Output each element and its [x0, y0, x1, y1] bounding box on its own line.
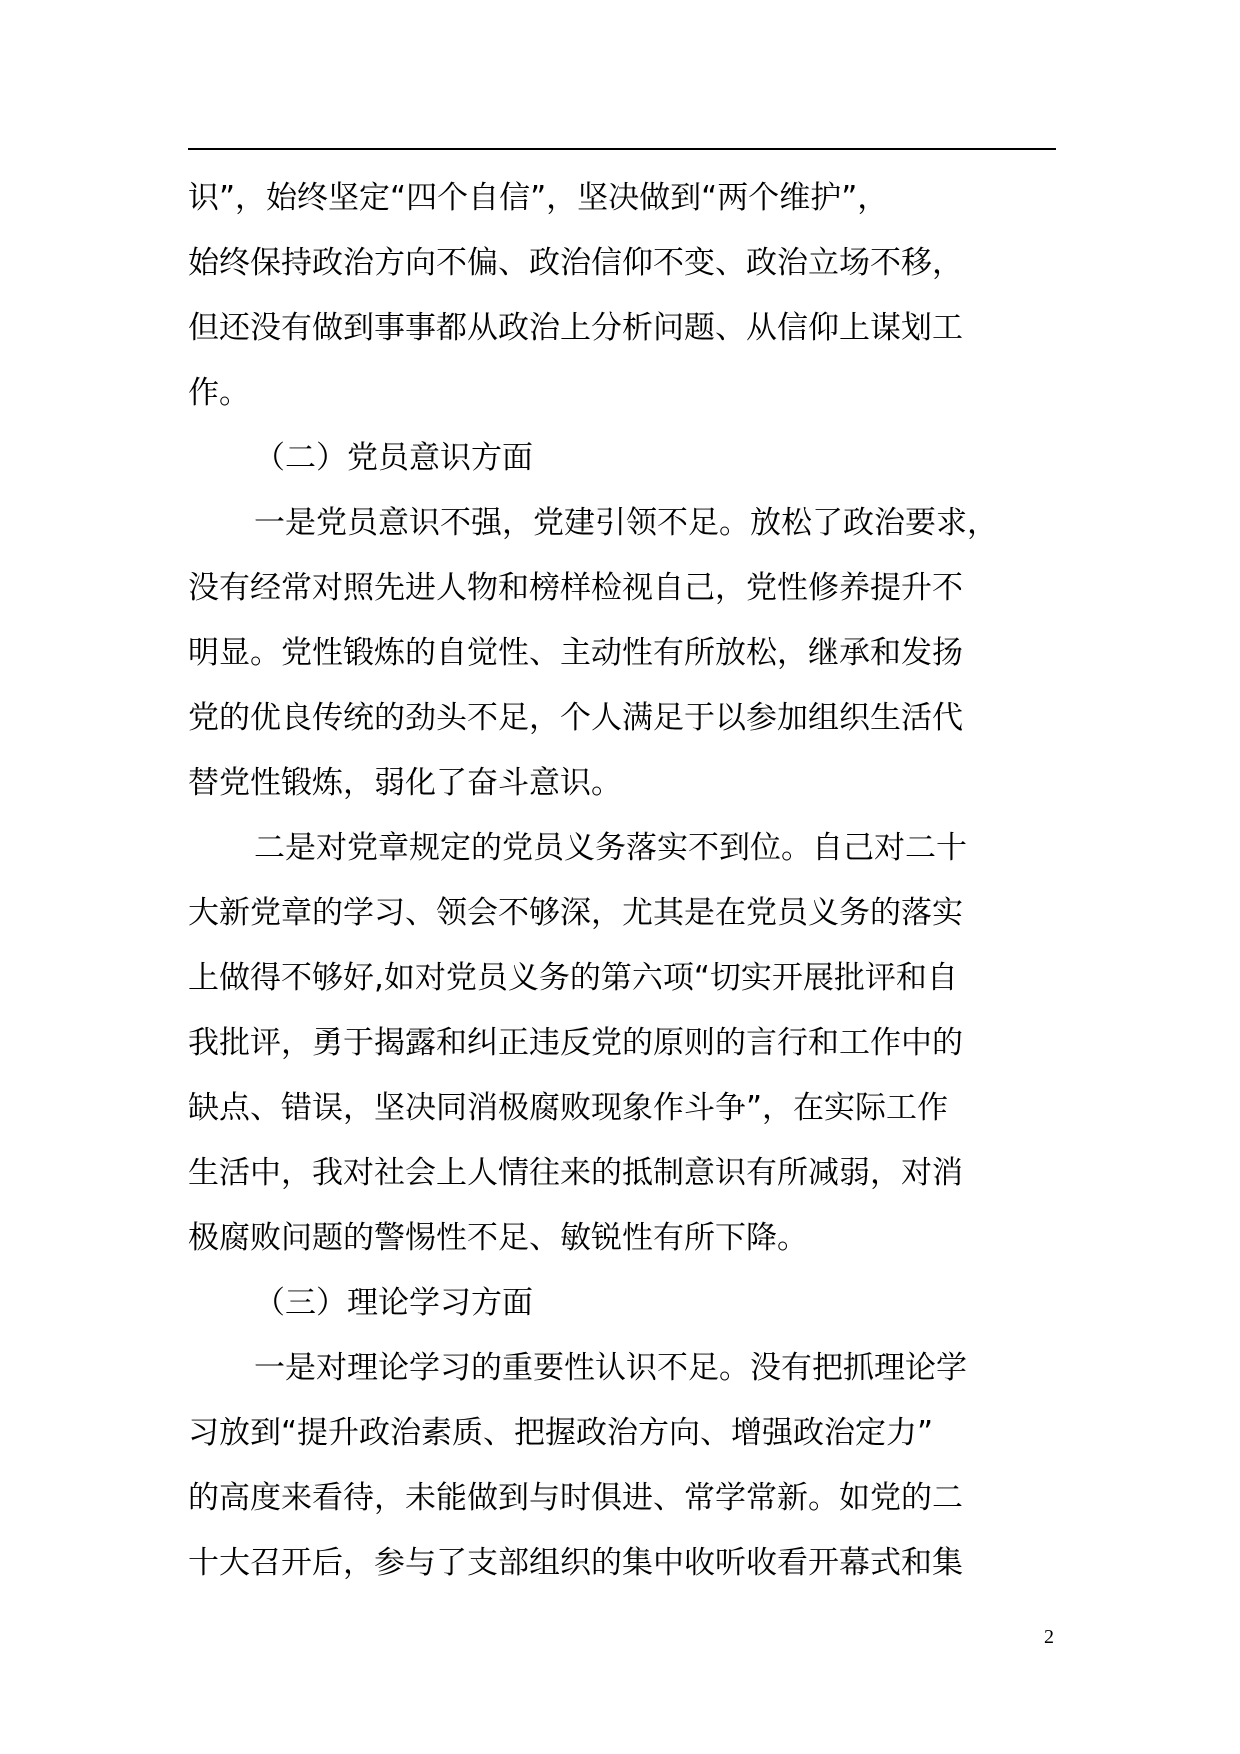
- header-rule: [188, 148, 1056, 150]
- text-line: 一是对理论学习的重要性认识不足。没有把抓理论学: [254, 1350, 967, 1386]
- text-line: 识”，始终坚定“四个自信”，坚决做到“两个维护”，: [188, 180, 889, 216]
- text-line: 作。: [188, 375, 250, 411]
- text-line: 我批评，勇于揭露和纠正违反党的原则的言行和工作中的: [188, 1025, 963, 1061]
- page-number: 2: [1044, 1626, 1054, 1648]
- text-line: 生活中，我对社会上人情往来的抵制意识有所减弱，对消: [188, 1155, 963, 1191]
- text-line: 明显。党性锻炼的自觉性、主动性有所放松，继承和发扬: [188, 635, 963, 671]
- text-line: 习放到“提升政治素质、把握政治方向、增强政治定力”: [188, 1415, 934, 1451]
- section-heading: （三）理论学习方面: [254, 1285, 533, 1321]
- text-line: 二是对党章规定的党员义务落实不到位。自己对二十: [254, 830, 967, 866]
- text-line: 的高度来看待，未能做到与时俱进、常学常新。如党的二: [188, 1480, 963, 1516]
- document-body: [188, 166, 1088, 1596]
- text-line: 没有经常对照先进人物和榜样检视自己，党性修养提升不: [188, 570, 963, 606]
- text-line: 始终保持政治方向不偏、政治信仰不变、政治立场不移，: [188, 245, 963, 281]
- text-line: 替党性锻炼，弱化了奋斗意识。: [188, 765, 622, 801]
- text-line: 十大召开后，参与了支部组织的集中收听收看开幕式和集: [188, 1545, 963, 1581]
- text-line: 极腐败问题的警惕性不足、敏锐性有所下降。: [188, 1220, 808, 1256]
- section-heading: （二）党员意识方面: [254, 440, 533, 476]
- text-line: 党的优良传统的劲头不足，个人满足于以参加组织生活代: [188, 700, 963, 736]
- text-line: 一是党员意识不强，党建引领不足。放松了政治要求，: [254, 505, 998, 541]
- text-line: 大新党章的学习、领会不够深，尤其是在党员义务的落实: [188, 895, 963, 931]
- text-line: 缺点、错误，坚决同消极腐败现象作斗争”，在实际工作: [188, 1090, 949, 1126]
- text-line: 但还没有做到事事都从政治上分析问题、从信仰上谋划工: [188, 310, 963, 346]
- text-line: 上做得不够好,如对党员义务的第六项“切实开展批评和自: [188, 960, 958, 996]
